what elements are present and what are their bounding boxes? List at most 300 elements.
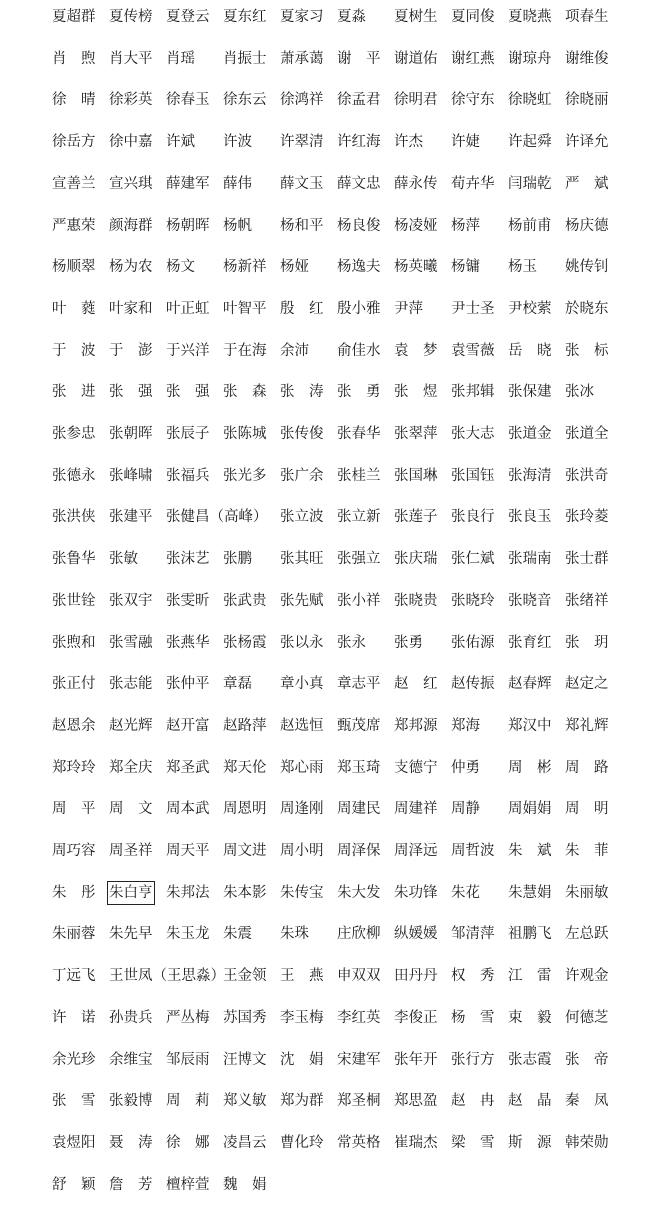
name-cell: 周逢刚 xyxy=(280,801,324,818)
name-cell: 夏晓燕 xyxy=(508,9,552,25)
name-row xyxy=(52,882,652,904)
name-cell: 赵传振 xyxy=(451,676,495,693)
name-cell: 纵媛媛 xyxy=(394,926,438,943)
name-cell: 周娟娟 xyxy=(508,801,552,818)
name-cell: 徐鸿祥 xyxy=(280,92,324,109)
name-cell: 李俊正 xyxy=(394,1009,438,1026)
name-cell: 尹校萦 xyxy=(508,300,552,317)
name-cell: 夏同俊 xyxy=(451,9,495,25)
name-cell: 张晓贵 xyxy=(394,592,438,609)
name-cell: 严惠荣 xyxy=(52,217,96,234)
name-cell: 张强立 xyxy=(337,551,381,568)
name-cell: 张春华 xyxy=(337,426,381,442)
name-cell: 张仁斌 xyxy=(451,551,495,568)
name-cell: 李红英 xyxy=(337,1009,381,1026)
name-cell: 郑义敏 xyxy=(223,1093,267,1110)
name-cell: 郑邦源 xyxy=(394,717,438,734)
name-cell: 肖大平 xyxy=(109,50,153,67)
name-cell: 杨朝晖 xyxy=(166,217,210,234)
name-cell: 张 煜 xyxy=(394,384,438,401)
name-cell: 张海清 xyxy=(508,467,552,484)
name-cell: 于在海 xyxy=(223,342,267,359)
name-cell: 夏传榜 xyxy=(109,9,153,25)
name-cell: 周恩明 xyxy=(223,801,267,818)
name-cell: 许红海 xyxy=(337,134,381,151)
name-cell: 肖瑶 xyxy=(166,50,195,67)
name-cell: 朱玉龙 xyxy=(166,926,210,943)
name-cell: 张其旺 xyxy=(280,551,324,568)
name-cell: 张桂兰 xyxy=(337,467,381,484)
name-cell: 杨玉 xyxy=(508,259,537,276)
name-cell: 朱慧娟 xyxy=(508,884,552,901)
name-cell: 朱先早 xyxy=(109,926,153,943)
name-cell: 张建平 xyxy=(109,509,153,526)
name-cell: 余维宝 xyxy=(109,1051,153,1068)
name-cell: 张年开 xyxy=(394,1051,438,1068)
name-cell: 李玉梅 xyxy=(280,1009,324,1026)
name-cell: 孙贵兵 xyxy=(109,1009,153,1026)
name-cell: 宋建军 xyxy=(337,1051,381,1068)
name-cell: 舒 颖 xyxy=(52,1176,96,1193)
name-row xyxy=(52,215,652,237)
name-cell: 张道金 xyxy=(508,426,552,442)
name-cell: 王金领 xyxy=(223,968,267,985)
name-cell: 周 明 xyxy=(565,801,609,818)
name-cell: 张小祥 xyxy=(337,592,381,609)
name-cell: 薛伟 xyxy=(223,175,252,192)
name-cell: 张永 xyxy=(337,634,366,651)
name-cell: 杨前甫 xyxy=(508,217,552,234)
name-cell: 束 毅 xyxy=(508,1009,552,1026)
name-cell: 张鲁华 xyxy=(52,551,96,568)
name-row xyxy=(52,465,652,487)
name-cell: 张敏 xyxy=(109,551,138,568)
name-cell: 俞佳水 xyxy=(337,342,381,359)
name-cell: 朱 彤 xyxy=(52,884,96,901)
name-cell: 苏国秀 xyxy=(223,1009,267,1026)
name-cell: 谢道佑 xyxy=(394,50,438,67)
name-cell: 张煦和 xyxy=(52,634,96,651)
name-cell: 张雯昕 xyxy=(166,592,210,609)
name-cell: 徐岳方 xyxy=(52,134,96,151)
name-cell: 严 斌 xyxy=(565,175,609,192)
name-cell: 谢红燕 xyxy=(451,50,495,67)
name-cell: 朱邦法 xyxy=(166,884,210,901)
name-cell: 许翠清 xyxy=(280,134,324,151)
name-cell: 谢 平 xyxy=(337,50,381,67)
name-cell: 杨为农 xyxy=(109,259,153,276)
name-cell: 许婕 xyxy=(451,134,480,151)
name-cell: 田丹丹 xyxy=(394,968,438,985)
name-cell: 梁 雪 xyxy=(451,1134,495,1151)
name-cell: 许波 xyxy=(223,134,252,151)
name-cell: 张良玉 xyxy=(508,509,552,526)
name-cell: 朱本影 xyxy=(223,884,267,901)
name-cell: 张道全 xyxy=(565,426,609,442)
name-cell: 周 路 xyxy=(565,759,609,776)
name-row xyxy=(52,6,652,28)
name-cell: 袁 梦 xyxy=(394,342,438,359)
name-cell: 颜海群 xyxy=(109,217,153,234)
name-cell: 郑玲玲 xyxy=(52,759,96,776)
name-cell: 郑圣武 xyxy=(166,759,210,776)
name-cell: 沈 娟 xyxy=(280,1051,324,1068)
name-cell: 张玲菱 xyxy=(565,509,609,526)
name-cell: 赵路萍 xyxy=(223,717,267,734)
name-cell: 张健昌（高峰） xyxy=(166,509,268,526)
name-cell: 张晓音 xyxy=(508,592,552,609)
name-cell: 谢琼舟 xyxy=(508,50,552,67)
name-cell: 张 涛 xyxy=(280,384,324,401)
name-cell: 杨娅 xyxy=(280,259,309,276)
name-cell: 殷小雅 xyxy=(337,300,381,317)
name-row xyxy=(52,715,652,737)
name-cell: 于 澎 xyxy=(109,342,153,359)
name-cell: 徐孟君 xyxy=(337,92,381,109)
name-cell: 张绪祥 xyxy=(565,592,609,609)
name-cell: 崔瑞杰 xyxy=(394,1134,438,1151)
name-row xyxy=(52,1132,652,1154)
name-row xyxy=(52,131,652,153)
name-cell: 常英格 xyxy=(337,1134,381,1151)
name-cell: 张双宇 xyxy=(109,592,153,609)
name-cell: 朱震 xyxy=(223,926,252,943)
name-cell: 张陈城 xyxy=(223,426,267,442)
name-cell: 张 帝 xyxy=(565,1051,609,1068)
name-cell: 杨萍 xyxy=(451,217,480,234)
name-cell: 申双双 xyxy=(337,968,381,985)
name-cell: 朱大发 xyxy=(337,884,381,901)
name-cell: 薛建军 xyxy=(166,175,210,192)
name-cell: 郑玉琦 xyxy=(337,759,381,776)
name-row xyxy=(52,423,652,445)
name-cell: 朱白亨 xyxy=(108,882,154,904)
name-cell: 张育红 xyxy=(508,634,552,651)
name-cell: 袁雪薇 xyxy=(451,342,495,359)
name-cell: 朱丽敏 xyxy=(565,884,609,901)
name-cell: 张仲平 xyxy=(166,676,210,693)
name-cell: 甄茂席 xyxy=(337,717,381,734)
name-cell: 肖振士 xyxy=(223,50,267,67)
name-cell: 赵 冉 xyxy=(451,1093,495,1110)
name-cell: 夏登云 xyxy=(166,9,210,25)
name-cell: 夏超群 xyxy=(52,9,96,25)
name-cell: 张广余 xyxy=(280,467,324,484)
name-row xyxy=(52,673,652,695)
name-row xyxy=(52,1090,652,1112)
name-cell: 魏 娟 xyxy=(223,1176,267,1193)
name-cell: 张国琳 xyxy=(394,467,438,484)
name-row xyxy=(52,89,652,111)
name-cell: 张以永 xyxy=(280,634,324,651)
name-row xyxy=(52,340,652,362)
name-cell: 薛永传 xyxy=(394,175,438,192)
name-cell: 张鹏 xyxy=(223,551,252,568)
name-cell: 张光多 xyxy=(223,467,267,484)
name-cell: 赵 晶 xyxy=(508,1093,552,1110)
name-cell: 张洪侠 xyxy=(52,509,96,526)
name-row xyxy=(52,965,652,987)
name-cell: 杨英曦 xyxy=(394,259,438,276)
name-cell: 张燕华 xyxy=(166,634,210,651)
name-cell: 杨逸夫 xyxy=(337,259,381,276)
name-cell: 许起舜 xyxy=(508,134,552,151)
name-cell: 姚传钊 xyxy=(565,259,609,276)
name-cell: 张佑源 xyxy=(451,634,495,651)
name-cell: 夏淼 xyxy=(337,9,366,25)
name-cell: 汪博文 xyxy=(223,1051,267,1068)
name-cell: 张莲子 xyxy=(394,509,438,526)
name-cell: 周天平 xyxy=(166,843,210,859)
name-cell: 祖鹏飞 xyxy=(508,926,552,943)
name-cell: 岳 晓 xyxy=(508,342,552,359)
name-cell: 殷 红 xyxy=(280,300,324,317)
name-row xyxy=(52,1007,652,1029)
name-cell: 朱 斌 xyxy=(508,843,552,859)
name-cell: 檀梓萱 xyxy=(166,1176,210,1193)
name-cell: 张峰啸 xyxy=(109,467,153,484)
name-cell: 杨凌娅 xyxy=(394,217,438,234)
name-cell: 张行方 xyxy=(451,1051,495,1068)
name-cell: 徐守东 xyxy=(451,92,495,109)
name-cell: 张参忠 xyxy=(52,426,96,442)
name-cell: 张 玥 xyxy=(565,634,609,651)
name-cell: 叶 蕤 xyxy=(52,300,96,317)
name-cell: 张 森 xyxy=(223,384,267,401)
name-cell: 赵定之 xyxy=(565,676,609,693)
name-cell: 聂 涛 xyxy=(109,1134,153,1151)
name-cell: 丁远飞 xyxy=(52,968,96,985)
name-cell: 章小真 xyxy=(280,676,324,693)
name-cell: 张雪融 xyxy=(109,634,153,651)
name-row xyxy=(52,548,652,570)
name-cell: 尹士圣 xyxy=(451,300,495,317)
name-cell: 徐春玉 xyxy=(166,92,210,109)
name-cell: 许译允 xyxy=(565,134,609,151)
name-cell: 曹化玲 xyxy=(280,1134,324,1151)
name-cell: 张福兵 xyxy=(166,467,210,484)
name-cell: 周 平 xyxy=(52,801,96,818)
name-cell: 许斌 xyxy=(166,134,195,151)
name-cell: 赵选恒 xyxy=(280,717,324,734)
name-cell: 权 秀 xyxy=(451,968,495,985)
name-cell: 郑天伦 xyxy=(223,759,267,776)
name-cell: 张 强 xyxy=(109,384,153,401)
name-cell: 周 莉 xyxy=(166,1093,210,1110)
name-cell: 郑全庆 xyxy=(109,759,153,776)
name-cell: 朱珠 xyxy=(280,926,309,943)
name-cell: 闫瑞乾 xyxy=(508,175,552,192)
name-cell: 张杨霞 xyxy=(223,634,267,651)
name-cell: 秦 凤 xyxy=(565,1093,609,1110)
name-cell: 杨良俊 xyxy=(337,217,381,234)
name-cell: 赵恩余 xyxy=(52,717,96,734)
name-cell: 张邦辑 xyxy=(451,384,495,401)
name-row xyxy=(52,840,652,862)
name-cell: 赵 红 xyxy=(394,676,438,693)
name-cell: 徐中嘉 xyxy=(109,134,153,151)
name-cell: 朱丽蓉 xyxy=(52,926,96,943)
name-cell: 张毅博 xyxy=(109,1093,153,1110)
name-cell: 张洪奇 xyxy=(565,467,609,484)
name-cell: 周哲波 xyxy=(451,843,495,859)
name-row xyxy=(52,1049,652,1071)
name-cell: 宣善兰 xyxy=(52,175,96,192)
name-cell: 何德芝 xyxy=(565,1009,609,1026)
name-cell: 叶正虹 xyxy=(166,300,210,317)
name-cell: 荀卉华 xyxy=(451,175,495,192)
name-cell: 张国钰 xyxy=(451,467,495,484)
name-cell: 王世凤（王思淼） xyxy=(109,968,225,985)
name-cell: 朱功锋 xyxy=(394,884,438,901)
name-cell: 郑汉中 xyxy=(508,717,552,734)
name-cell: 郑心雨 xyxy=(280,759,324,776)
name-row xyxy=(52,381,652,403)
name-cell: 凌昌云 xyxy=(223,1134,267,1151)
name-cell: 张庆瑞 xyxy=(394,551,438,568)
name-cell: 徐 娜 xyxy=(166,1134,210,1151)
name-cell: 张 勇 xyxy=(337,384,381,401)
name-cell: 仲勇 xyxy=(451,759,480,776)
name-cell: 张辰子 xyxy=(166,426,210,442)
name-cell: 支德宁 xyxy=(394,759,438,776)
name-cell: 郑思盈 xyxy=(394,1093,438,1110)
name-cell: 周 彬 xyxy=(508,759,552,776)
name-cell: 杨 雪 xyxy=(451,1009,495,1026)
name-cell: 肖 煦 xyxy=(52,50,96,67)
name-row xyxy=(52,256,652,278)
name-cell: 徐 晴 xyxy=(52,92,96,109)
name-row xyxy=(52,798,652,820)
name-cell: 叶智平 xyxy=(223,300,267,317)
name-cell: 郑海 xyxy=(451,717,480,734)
name-cell: 杨文 xyxy=(166,259,195,276)
name-cell: 张志能 xyxy=(109,676,153,693)
name-cell: 夏东红 xyxy=(223,9,267,25)
name-cell: 徐晓丽 xyxy=(565,92,609,109)
name-cell: 周小明 xyxy=(280,843,324,859)
name-cell: 许 诺 xyxy=(52,1009,96,1026)
name-cell: 张正付 xyxy=(52,676,96,693)
name-row xyxy=(52,298,652,320)
name-cell: 萧承蔼 xyxy=(280,50,324,67)
name-cell: 张先赋 xyxy=(280,592,324,609)
name-row xyxy=(52,173,652,195)
name-cell: 张立新 xyxy=(337,509,381,526)
name-cell: 张 标 xyxy=(565,342,609,359)
name-cell: 叶家和 xyxy=(109,300,153,317)
name-cell: 徐明君 xyxy=(394,92,438,109)
name-cell: 许观金 xyxy=(565,968,609,985)
name-cell: 张晓玲 xyxy=(451,592,495,609)
name-cell: 朱传宝 xyxy=(280,884,324,901)
name-cell: 庄欣柳 xyxy=(337,926,381,943)
name-cell: 江 雷 xyxy=(508,968,552,985)
name-row xyxy=(52,1174,652,1196)
name-cell: 薛文玉 xyxy=(280,175,324,192)
name-cell: 章磊 xyxy=(223,676,252,693)
name-cell: 周文进 xyxy=(223,843,267,859)
name-row xyxy=(52,506,652,528)
name-cell: 杨镛 xyxy=(451,259,480,276)
name-cell: 邹清萍 xyxy=(451,926,495,943)
name-cell: 张立波 xyxy=(280,509,324,526)
name-row xyxy=(52,48,652,70)
name-cell: 韩荣勋 xyxy=(565,1134,609,1151)
name-cell: 周圣祥 xyxy=(109,843,153,859)
name-row xyxy=(52,923,652,945)
name-cell: 郑圣桐 xyxy=(337,1093,381,1110)
name-cell: 张良行 xyxy=(451,509,495,526)
name-cell: 赵春辉 xyxy=(508,676,552,693)
name-cell: 郑为群 xyxy=(280,1093,324,1110)
name-cell: 于兴洋 xyxy=(166,342,210,359)
name-cell: 薛文忠 xyxy=(337,175,381,192)
name-cell: 周泽远 xyxy=(394,843,438,859)
name-cell: 赵开富 xyxy=(166,717,210,734)
name-cell: 张翠萍 xyxy=(394,426,438,442)
name-cell: 项春生 xyxy=(565,9,609,25)
name-cell: 周泽保 xyxy=(337,843,381,859)
name-cell: 邹辰雨 xyxy=(166,1051,210,1068)
name-cell: 周静 xyxy=(451,801,480,818)
name-cell: 徐彩英 xyxy=(109,92,153,109)
name-cell: 夏树生 xyxy=(394,9,438,25)
name-cell: 周本武 xyxy=(166,801,210,818)
name-cell: 周建民 xyxy=(337,801,381,818)
name-cell: 张传俊 xyxy=(280,426,324,442)
name-cell: 赵光辉 xyxy=(109,717,153,734)
name-cell: 张冰 xyxy=(565,384,594,401)
name-cell: 王 燕 xyxy=(280,968,324,985)
name-cell: 章志平 xyxy=(337,676,381,693)
name-cell: 斯 源 xyxy=(508,1134,552,1151)
name-cell: 周建祥 xyxy=(394,801,438,818)
name-cell: 许杰 xyxy=(394,134,423,151)
name-cell: 周 文 xyxy=(109,801,153,818)
name-cell: 杨顺翠 xyxy=(52,259,96,276)
name-cell: 尹萍 xyxy=(394,300,423,317)
name-cell: 宣兴琪 xyxy=(109,175,153,192)
name-cell: 张保建 xyxy=(508,384,552,401)
name-cell: 张朝晖 xyxy=(109,426,153,442)
name-cell: 余光珍 xyxy=(52,1051,96,1068)
name-cell: 左总跃 xyxy=(565,926,609,943)
name-cell: 张武贵 xyxy=(223,592,267,609)
name-cell: 袁煜阳 xyxy=(52,1134,96,1151)
name-cell: 张 雪 xyxy=(52,1093,96,1110)
name-cell: 余沛 xyxy=(280,342,309,359)
name-cell: 朱 菲 xyxy=(565,843,609,859)
name-cell: 张 进 xyxy=(52,384,96,401)
name-cell: 周巧容 xyxy=(52,843,96,859)
name-cell: 谢维俊 xyxy=(565,50,609,67)
name-cell: 郑礼辉 xyxy=(565,717,609,734)
name-cell: 张 强 xyxy=(166,384,210,401)
name-row xyxy=(52,757,652,779)
name-cell: 张世铨 xyxy=(52,592,96,609)
name-cell: 於晓东 xyxy=(565,300,609,317)
name-cell: 杨新祥 xyxy=(223,259,267,276)
name-cell: 张志霞 xyxy=(508,1051,552,1068)
name-cell: 张大志 xyxy=(451,426,495,442)
name-cell: 朱花 xyxy=(451,884,480,901)
name-cell: 张勇 xyxy=(394,634,423,651)
name-cell: 詹 芳 xyxy=(109,1176,153,1193)
name-row xyxy=(52,632,652,654)
name-row xyxy=(52,590,652,612)
name-cell: 杨和平 xyxy=(280,217,324,234)
